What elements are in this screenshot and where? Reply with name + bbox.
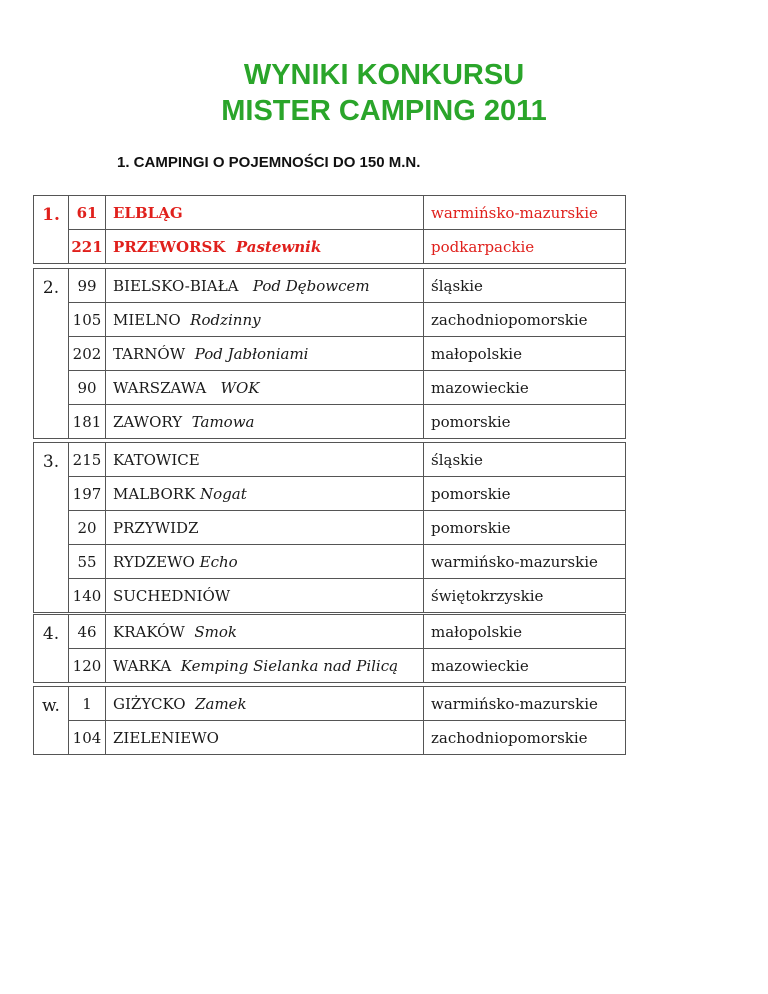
entry-number: 215	[69, 443, 106, 477]
campsite-label: Pod Jabłoniami	[194, 344, 309, 363]
region: zachodniopomorskie	[424, 303, 626, 337]
entry-number: 90	[69, 371, 106, 405]
city: PRZEWORSK	[113, 237, 226, 256]
section-subtitle: 1. CAMPINGI O POJEMNOŚCI DO 150 M.N.	[117, 154, 421, 171]
campsite-label: Smok	[194, 622, 238, 641]
campsite-label: Pastewnik	[235, 237, 322, 256]
entry-number: 104	[69, 721, 106, 755]
title-line-1: WYNIKI KONKURSU	[243, 59, 525, 91]
entry-number: 1	[69, 687, 106, 721]
campsite-name	[106, 405, 424, 439]
region: mazowieckie	[424, 649, 626, 683]
entry-number: 55	[69, 545, 106, 579]
campsite-name	[106, 371, 424, 405]
campsite-name	[106, 230, 424, 264]
region: świętokrzyskie	[424, 579, 626, 613]
campsite-name	[106, 303, 424, 337]
region: pomorskie	[424, 477, 626, 511]
campsite-label: Tamowa	[191, 412, 255, 431]
entry-number: 197	[69, 477, 106, 511]
region: zachodniopomorskie	[424, 721, 626, 755]
region: warmińsko-mazurskie	[424, 687, 626, 721]
city: BIELSKO-BIAŁA	[113, 276, 239, 295]
results-group-w	[33, 686, 626, 755]
group-rank: 1.	[34, 196, 69, 264]
results-group-2	[33, 268, 626, 439]
campsite-label: Rodzinny	[190, 310, 261, 329]
campsite-name	[106, 196, 424, 230]
city: ZIELENIEWO	[113, 728, 219, 747]
region: małopolskie	[424, 337, 626, 371]
campsite-name	[106, 615, 424, 649]
city: WARKA	[113, 656, 172, 675]
city: TARNÓW	[113, 344, 186, 363]
title-line-2: MISTER CAMPING 2011	[221, 95, 547, 127]
group-rank: 3.	[34, 443, 69, 613]
city: MIELNO	[113, 310, 181, 329]
results-group-1	[33, 195, 626, 264]
city: MALBORK	[113, 484, 196, 503]
entry-number: 181	[69, 405, 106, 439]
city: KATOWICE	[113, 450, 200, 469]
entry-number: 20	[69, 511, 106, 545]
city: KRAKÓW	[113, 622, 185, 641]
entry-number: 99	[69, 269, 106, 303]
entry-number: 46	[69, 615, 106, 649]
entry-number: 61	[69, 196, 106, 230]
campsite-name	[106, 545, 424, 579]
campsite-label: Pod Dębowcem	[252, 276, 370, 295]
campsite-name	[106, 337, 424, 371]
campsite-name	[106, 511, 424, 545]
campsite-name	[106, 649, 424, 683]
campsite-label: WOK	[220, 378, 260, 397]
results-group-4	[33, 614, 626, 683]
campsite-label: Echo	[199, 552, 238, 571]
entry-number: 221	[69, 230, 106, 264]
campsite-name	[106, 269, 424, 303]
group-rank: 2.	[34, 269, 69, 439]
city: PRZYWIDZ	[113, 518, 199, 537]
region: podkarpackie	[424, 230, 626, 264]
campsite-label: Nogat	[200, 484, 247, 503]
results-group-3	[33, 442, 626, 613]
region: mazowieckie	[424, 371, 626, 405]
city: ZAWORY	[113, 412, 183, 431]
campsite-label: Kemping Sielanka nad Pilicą	[180, 656, 399, 675]
region: małopolskie	[424, 615, 626, 649]
region: pomorskie	[424, 511, 626, 545]
region: warmińsko-mazurskie	[424, 545, 626, 579]
city: GIŻYCKO	[113, 694, 186, 713]
entry-number: 105	[69, 303, 106, 337]
region: pomorskie	[424, 405, 626, 439]
campsite-name	[106, 443, 424, 477]
city: WARSZAWA	[113, 378, 207, 397]
region: warmińsko-mazurskie	[424, 196, 626, 230]
campsite-name	[106, 477, 424, 511]
campsite-name	[106, 579, 424, 613]
campsite-name	[106, 721, 424, 755]
entry-number: 202	[69, 337, 106, 371]
city: RYDZEWO	[113, 552, 195, 571]
campsite-label: Zamek	[195, 694, 247, 713]
entry-number: 140	[69, 579, 106, 613]
city: ELBLĄG	[113, 203, 183, 222]
campsite-name	[106, 687, 424, 721]
city: SUCHEDNIÓW	[113, 586, 231, 605]
region: śląskie	[424, 443, 626, 477]
group-rank: 4.	[34, 615, 69, 683]
group-rank: w.	[34, 687, 69, 755]
entry-number: 120	[69, 649, 106, 683]
region: śląskie	[424, 269, 626, 303]
